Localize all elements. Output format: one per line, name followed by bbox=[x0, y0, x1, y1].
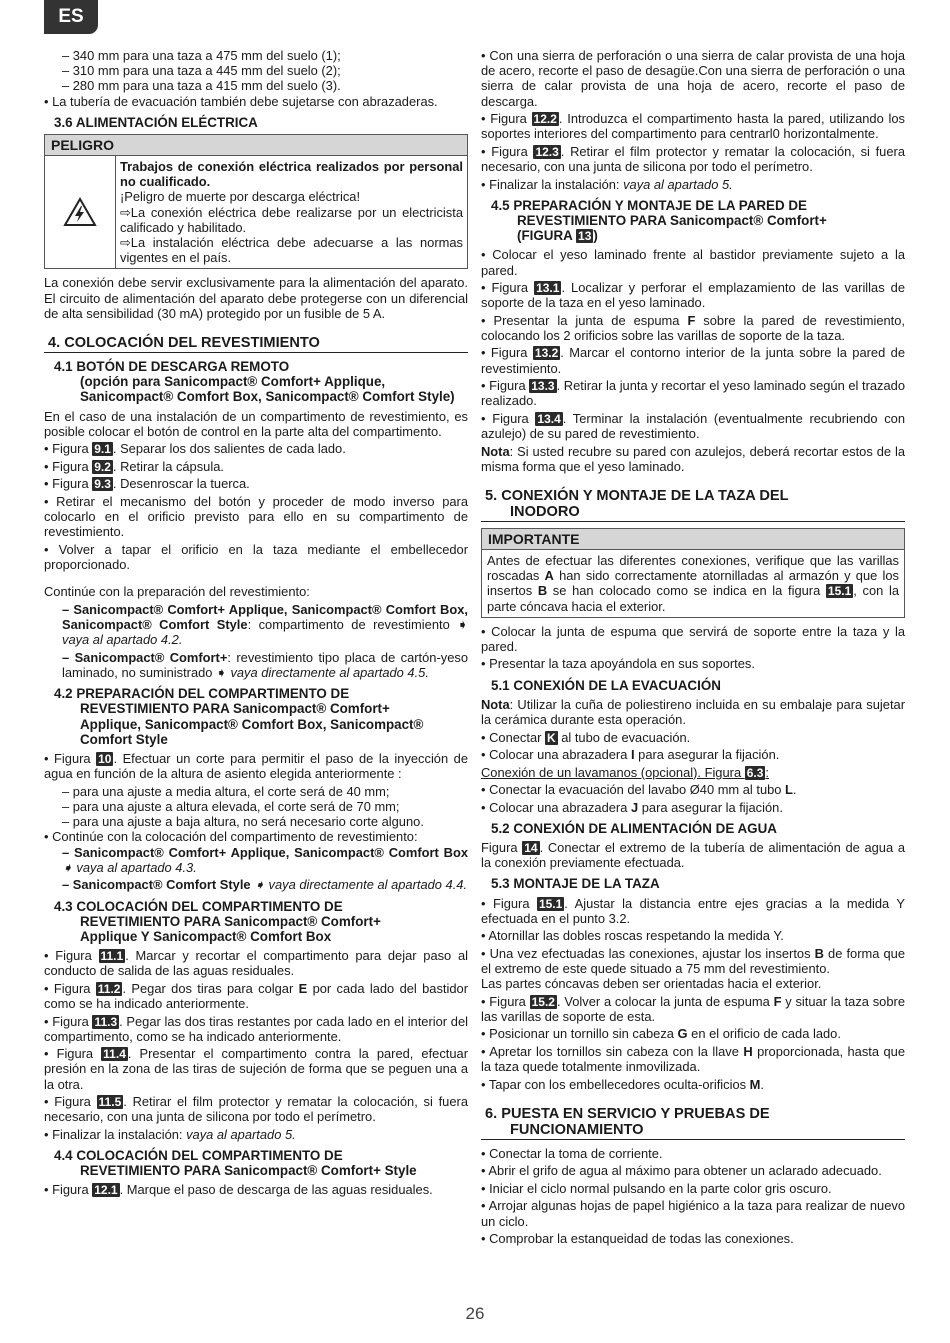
paragraph: Continúe con la preparación del revestimiento: bbox=[44, 584, 310, 600]
heading-6: 6. PUESTA EN SERVICIO Y PRUEBAS DE FUNCIONAMIENTO bbox=[481, 1106, 905, 1140]
figure-bullet: • Figura 13.4 . Terminar la instalación (eventualmente recubriendo con azulejo) de su pared de revestimiento. bbox=[481, 410, 906, 442]
figure-badge: 12.1 bbox=[94, 1183, 118, 1198]
option-line: – Sanicompact® Comfort+ Applique, Sanicompact® Comfort Box, Sanicompact® Comfort Style: compartimento de revestimiento ➧ vaya al apartado 4.2. bbox=[62, 601, 468, 648]
figure-badge: 13.1 bbox=[536, 281, 560, 296]
heading-5-3: 5.3 MONTAJE DE LA TAZA bbox=[491, 876, 660, 892]
figure-badge: 10 bbox=[98, 752, 112, 767]
bullet: • Posicionar un tornillo sin cabeza G en el orificio de cada lado. bbox=[481, 1026, 841, 1042]
bullet: • Atornillar las dobles roscas respetando la medida Y. bbox=[481, 928, 784, 944]
bullet: • Finalizar la instalación: vaya al apartado 5. bbox=[481, 176, 733, 192]
text-line: – 280 mm para una taza a 415 mm del suelo (3). bbox=[62, 78, 341, 94]
figure-badge: 15.2 bbox=[531, 994, 555, 1009]
bullet: • Colocar la junta de espuma que servirá de soporte entre la taza y la pared. bbox=[481, 623, 905, 654]
option-line: – Sanicompact® Comfort+: revestimiento tipo placa de cartón-yeso laminado, no suministrado ➧ vaya directamente al apartado 4.5. bbox=[62, 649, 468, 681]
heading-4: 4. COLOCACIÓN DEL REVESTIMIENTO bbox=[44, 335, 468, 353]
bullet: • Retirar el mecanismo del botón y proceder de modo inverso para colocarlo en el orificio previsto para ello en su compartimento de revestimiento. bbox=[44, 493, 468, 540]
heading-5-1: 5.1 CONEXIÓN DE LA EVACUACIÓN bbox=[491, 677, 721, 693]
bullet: • Conectar la evacuación del lavabo Ø40 mm al tubo L. bbox=[481, 782, 797, 798]
figure-badge: 12.3 bbox=[535, 144, 559, 159]
figure-badge: 13.4 bbox=[537, 411, 561, 426]
bullet: • Presentar la junta de espuma F sobre la pared de revestimiento, colocando los 2 orificios sobre las varillas de soporte de la taza. bbox=[481, 312, 906, 343]
figure-bullet: • Figura 9.2 . Retirar la cápsula. bbox=[44, 458, 224, 474]
text-line: – para una ajuste a baja altura, no será necesario corte alguno. bbox=[62, 814, 424, 830]
figure-bullet: • Figura 11.3 . Pegar las dos tiras restantes por cada lado en el interior del compartimento, como se ha indicado anteriormente. bbox=[44, 1013, 468, 1044]
paragraph: Las partes cóncavas deben ser orientadas hacia el exterior. bbox=[481, 976, 822, 992]
heading-5: 5. CONEXIÓN Y MONTAJE DE LA TAZA DEL INODORO bbox=[481, 488, 905, 522]
bullet: • Colocar una abrazadera J para asegurar la fijación. bbox=[481, 799, 783, 815]
heading-4-2: 4.2 PREPARACIÓN DEL COMPARTIMENTO DE REVESTIMIENTO PARA Sanicompact® Comfort+ Applique, Sanicompact® Comfort Box, Sanicompact® Comfort Style bbox=[54, 686, 424, 747]
bullet: • Volver a tapar el orificio en la taza mediante el embellecedor proporcionado. bbox=[44, 541, 468, 572]
important-title: IMPORTANTE bbox=[482, 529, 904, 550]
note: Nota: Si usted recubre su pared con azulejos, deberá recortar estos de la misma forma que el yeso laminado. bbox=[481, 443, 905, 474]
heading-4-1: 4.1 BOTÓN DE DESCARGA REMOTO (opción para Sanicompact® Comfort+ Applique, Sanicompact® Comfort Box, Sanicompact® Comfort Style) bbox=[54, 359, 455, 405]
figure-badge: 9.3 bbox=[94, 477, 111, 492]
left-column bbox=[44, 48, 468, 1200]
bullet: • Colocar el yeso laminado frente al bastidor previamente sujeto a la pared. bbox=[481, 247, 905, 278]
figure-bullet: • Figura 12.3 . Retirar el film protector y rematar la colocación, si fuera necesario, con una junta de silicona por todo el perímetro. bbox=[481, 143, 905, 175]
paragraph: La conexión debe servir exclusivamente para la alimentación del aparato. El circuito de alimentación del aparato debe protegerse con un diferencial de alta sensibilidad (30 mA) protegido por un fusible de 5 A. bbox=[44, 275, 468, 321]
figure-badge: 11.1 bbox=[100, 949, 124, 964]
figure-badge: 9.2 bbox=[94, 459, 111, 474]
danger-heading: Trabajos de conexión eléctrica realizados por personal no cualificado. bbox=[120, 159, 463, 190]
figure-badge: 15.1 bbox=[827, 584, 852, 599]
figure-bullet: • Figura 11.2 . Pegar dos tiras para colgar E por cada lado del bastidor como se ha indicado anteriormente. bbox=[44, 980, 468, 1012]
language-tab: ES bbox=[44, 0, 98, 34]
bullet: • Continúe con la colocación del compartimento de revestimiento: bbox=[44, 829, 418, 845]
figure-badge: 13 bbox=[578, 229, 592, 244]
figure-badge: 11.5 bbox=[98, 1095, 122, 1110]
figure-badge: 9.1 bbox=[94, 442, 111, 457]
danger-title: PELIGRO bbox=[45, 135, 467, 156]
important-box bbox=[481, 528, 905, 618]
electric-hazard-icon bbox=[45, 156, 116, 268]
paragraph: En el caso de una instalación de un compartimento de revestimiento, es posible colocar el botón de control en la parte alta del compartimento. bbox=[44, 408, 468, 439]
figure-badge: 13.2 bbox=[534, 346, 559, 361]
important-text: Antes de efectuar las diferentes conexiones, verifique que las varillas roscadas A han sido correctamente atornilladas al armazón y que los insertos B se han colocado como se indica en la figura 15.1 , con la parte cóncava hacia el exterior. bbox=[487, 552, 900, 614]
figure-bullet: • Figura 11.4 . Presentar el compartimento contra la pared, efectuar presión en la zona de las tiras de sujeción de forma que se peguen una a la otra. bbox=[44, 1046, 468, 1092]
text-line: – 310 mm para una taza a 445 mm del suelo (2); bbox=[62, 63, 341, 79]
bullet: • Conectar la toma de corriente. bbox=[481, 1145, 663, 1161]
figure-bullet: • Figura 12.2 . Introduzca el compartimento hasta la pared, utilizando los soportes interiores del compartimento para centrarl0 horizontalmente. bbox=[481, 111, 905, 142]
danger-text: ¡Peligro de muerte por descarga eléctrica! bbox=[120, 189, 361, 205]
figure-badge: 13.3 bbox=[531, 379, 555, 394]
figure-bullet: • Figura 15.2 . Volver a colocar la junta de espuma F y situar la taza sobre las varillas de soporte de esta. bbox=[481, 993, 905, 1024]
danger-text: ⇨La instalación eléctrica debe adecuarse a las normas vigentes en el país. bbox=[120, 235, 463, 266]
figure-badge: 14 bbox=[524, 840, 538, 855]
bullet: • Presentar la taza apoyándola en sus soportes. bbox=[481, 656, 755, 672]
note: Nota: Utilizar la cuña de poliestireno incluida en su embalaje para sujetar la cerámica durante esta operación. bbox=[481, 696, 905, 728]
paragraph: Figura 14 . Conectar el extremo de la tubería de alimentación de agua a la conexión previamente efectuada. bbox=[481, 839, 906, 871]
heading-4-5: 4.5 PREPARACIÓN Y MONTAJE DE LA PARED DE REVESTIMIENTO PARA Sanicompact® Comfort+ (FIGURA 13 ) bbox=[491, 197, 827, 244]
figure-bullet: • Figura 10 . Efectuar un corte para permitir el paso de la inyección de agua en función de la altura de asiento elegida anteriormente : bbox=[44, 751, 469, 782]
bullet: • Una vez efectuadas las conexiones, ajustar los insertos B de forma que el extremo de este quede situado a 75 mm del revestimiento. bbox=[481, 945, 905, 976]
figure-bullet: • Figura 11.1 . Marcar y recortar el compartimento para dejar paso al conducto de salida de las aguas residuales. bbox=[44, 948, 468, 979]
figure-bullet: • Figura 11.5 . Retirar el film protector y rematar la colocación, si fuera necesario, con una junta de silicona por todo el perímetro. bbox=[44, 1094, 468, 1125]
right-column bbox=[481, 48, 905, 1249]
heading-4-3: 4.3 COLOCACIÓN DEL COMPARTIMENTO DE REVETIMIENTO PARA Sanicompact® Comfort+ Applique Y Sanicompact® Comfort Box bbox=[54, 898, 381, 944]
figure-bullet: • Figura 15.1 . Ajustar la distancia entre ejes gracias a la medida Y efectuada en el punto 3.2. bbox=[481, 895, 905, 926]
danger-box bbox=[44, 134, 468, 269]
bullet: • La tubería de evacuación también debe sujetarse con abrazaderas. bbox=[44, 93, 438, 109]
paragraph: Conexión de un lavamanos (opcional). Figura 6.3 : bbox=[481, 764, 769, 780]
figure-badge: 11.4 bbox=[103, 1047, 126, 1062]
figure-bullet: • Figura 9.1 . Separar los dos salientes de cada lado. bbox=[44, 441, 346, 457]
danger-text: ⇨La conexión eléctrica debe realizarse por un electricista calificado y habilitado. bbox=[120, 204, 463, 235]
figure-bullet: • Figura 13.1 . Localizar y perforar el emplazamiento de las varillas de soporte de la taza en el yeso laminado. bbox=[481, 280, 905, 311]
figure-badge: 15.1 bbox=[538, 896, 563, 911]
page-number: 26 bbox=[465, 1304, 485, 1323]
bullet: • Conectar K al tubo de evacuación. bbox=[481, 729, 691, 745]
bullet: • Abrir el grifo de agua al máximo para obtener un aclarado adecuado. bbox=[481, 1163, 882, 1179]
option-line: – Sanicompact® Comfort Style ➧ vaya directamente al apartado 4.4. bbox=[62, 877, 468, 893]
figure-badge: 12.2 bbox=[533, 112, 557, 127]
heading-4-4: 4.4 COLOCACIÓN DEL COMPARTIMENTO DE REVETIMIENTO PARA Sanicompact® Comfort+ Style bbox=[54, 1148, 417, 1179]
bullet: • Apretar los tornillos sin cabeza con la llave H proporcionada, hasta que la taza quede totalmente inmovilizada. bbox=[481, 1043, 905, 1075]
bullet: • Tapar con los embellecedores oculta-orificios M. bbox=[481, 1076, 765, 1092]
figure-bullet: • Figura 13.2 . Marcar el contorno interior de la junta sobre la pared de revestimiento. bbox=[481, 345, 905, 376]
heading-5-2: 5.2 CONEXIÓN DE ALIMENTACIÓN DE AGUA bbox=[491, 820, 777, 836]
text-line: – para una ajuste a altura elevada, el corte será de 70 mm; bbox=[62, 799, 400, 814]
figure-badge: 6.3 bbox=[746, 765, 764, 780]
text-line: – 340 mm para una taza a 475 mm del suelo (1); bbox=[62, 48, 341, 63]
bullet: • Arrojar algunas hojas de papel higiénico a la taza para realizar de nuevo un ciclo. bbox=[481, 1198, 905, 1229]
option-line: – Sanicompact® Comfort+ Applique, Sanicompact® Comfort Box ➧ vaya al apartado 4.3. bbox=[62, 844, 468, 875]
bullet: • Colocar una abrazadera I para asegurar la fijación. bbox=[481, 747, 780, 763]
figure-bullet: • Figura 12.1 . Marque el paso de descarga de las aguas residuales. bbox=[44, 1182, 433, 1198]
figure-bullet: • Figura 13.3 . Retirar la junta y recortar el yeso laminado según el trazado realizado. bbox=[481, 378, 905, 409]
figure-bullet: • Figura 9.3 . Desenroscar la tuerca. bbox=[44, 476, 250, 492]
bullet: • Iniciar el ciclo normal pulsando en la parte color gris oscuro. bbox=[481, 1180, 832, 1196]
text-line: – para una ajuste a media altura, el corte será de 40 mm; bbox=[62, 783, 390, 799]
bullet: • Finalizar la instalación: vaya al apartado 5. bbox=[44, 1126, 296, 1142]
figure-badge: 11.2 bbox=[97, 981, 121, 996]
figure-badge: 11.3 bbox=[94, 1014, 118, 1029]
bullet: • Con una sierra de perforación o una sierra de calar provista de una hoja de acero, recorte el paso de desagüe.Con una sierra de perforación o una sierra de calar provista de una hoja de acero, recorte el paso de descarga. bbox=[481, 48, 905, 109]
heading-3-6: 3.6 ALIMENTACIÓN ELÉCTRICA bbox=[54, 114, 258, 130]
bullet: • Comprobar la estanqueidad de todas las conexiones. bbox=[481, 1231, 794, 1247]
